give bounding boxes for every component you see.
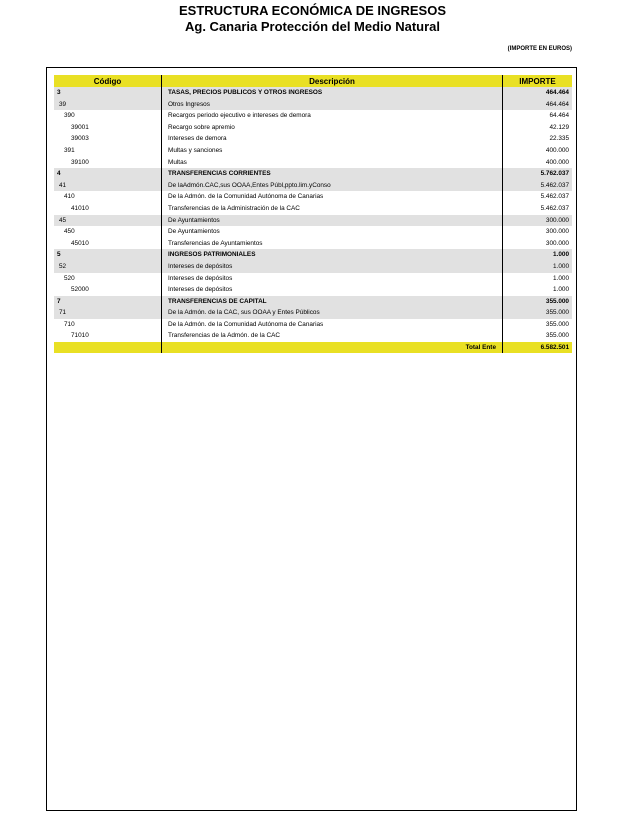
table-row: [54, 226, 572, 238]
description-cell: Multas y sanciones: [162, 145, 503, 157]
description-cell: Intereses de depósitos: [162, 273, 503, 285]
table-row: [54, 99, 572, 111]
code-cell: 71: [54, 307, 162, 319]
description-cell: De la Admón. de la Comunidad Autónoma de Canarias: [162, 191, 503, 203]
total-label: Total Ente: [162, 342, 503, 353]
amount-cell: 5.462.037: [540, 204, 569, 212]
description-cell: Transferencias de la Administración de la CAC: [162, 203, 503, 215]
code-cell: 410: [54, 191, 162, 203]
table-header: [54, 75, 572, 87]
income-table: [54, 75, 572, 353]
amount-cell: 464.464: [545, 100, 569, 108]
code-cell: 3: [54, 87, 162, 99]
code-cell: 450: [54, 226, 162, 238]
table-row: [54, 203, 572, 215]
code-cell: 4: [54, 168, 162, 180]
table-row: [54, 215, 572, 227]
table-row: [54, 168, 572, 180]
amount-cell: 400.000: [545, 158, 569, 166]
code-cell: 39: [54, 99, 162, 111]
column-header-amount: IMPORTE: [519, 76, 556, 86]
description-cell: INGRESOS PATRIMONIALES: [162, 249, 503, 261]
amount-cell: 355.000: [545, 332, 569, 340]
code-cell: 710: [54, 319, 162, 331]
table-row: [54, 191, 572, 203]
total-amount: 6.582.501: [540, 344, 569, 352]
amount-cell: 464.464: [545, 89, 569, 96]
code-cell: 45010: [54, 238, 162, 250]
table-row: [54, 330, 572, 342]
table-row: [54, 238, 572, 250]
table-row: [54, 284, 572, 296]
code-cell: 39100: [54, 157, 162, 169]
table-total-row: [54, 342, 572, 353]
amount-cell: 300.000: [545, 239, 569, 247]
table-row: [54, 273, 572, 285]
amount-cell: 5.462.037: [540, 193, 569, 201]
code-cell: 52000: [54, 284, 162, 296]
amount-cell: 355.000: [545, 309, 569, 317]
table-row: [54, 133, 572, 145]
description-cell: De Ayuntamientos: [162, 215, 503, 227]
code-cell: 39001: [54, 122, 162, 134]
unit-note: (IMPORTE EN EUROS): [507, 46, 572, 52]
column-header-description: Descripción: [162, 75, 503, 87]
table-row: [54, 249, 572, 261]
table-row: [54, 122, 572, 134]
code-cell: 41: [54, 180, 162, 192]
code-cell: 39003: [54, 133, 162, 145]
code-cell: 520: [54, 273, 162, 285]
amount-cell: 400.000: [545, 146, 569, 154]
code-cell: 391: [54, 145, 162, 157]
description-cell: Otros Ingresos: [162, 99, 503, 111]
column-header-code: Código: [54, 75, 162, 87]
table-row: [54, 319, 572, 331]
description-cell: Transferencias de la Admón. de la CAC: [162, 330, 503, 342]
code-cell: 390: [54, 110, 162, 122]
table-row: [54, 307, 572, 319]
description-cell: Transferencias de Ayuntamientos: [162, 238, 503, 250]
amount-cell: 1.000: [553, 286, 569, 294]
amount-cell: 22.335: [549, 135, 569, 143]
description-cell: TASAS, PRECIOS PUBLICOS Y OTROS INGRESOS: [162, 87, 503, 99]
description-cell: TRANSFERENCIAS CORRIENTES: [162, 168, 503, 180]
description-cell: De laAdmón.CAC,sus OOAA,Entes Públ,ppto.lim.yConso: [162, 180, 503, 192]
amount-cell: 300.000: [545, 228, 569, 236]
code-cell: 71010: [54, 330, 162, 342]
total-code-cell: [54, 342, 162, 353]
table-body: [54, 87, 572, 342]
table-row: [54, 180, 572, 192]
amount-cell: 64.464: [549, 112, 569, 120]
table-row: [54, 261, 572, 273]
page-title: ESTRUCTURA ECONÓMICA DE INGRESOS: [179, 3, 446, 18]
table-row: [54, 296, 572, 308]
table-row: [54, 110, 572, 122]
description-cell: Intereses de depósitos: [162, 261, 503, 273]
amount-cell: 5.762.037: [540, 170, 569, 178]
amount-cell: 1.000: [553, 251, 569, 259]
description-cell: De Ayuntamientos: [162, 226, 503, 238]
description-cell: Recargos periodo ejecutivo e intereses de demora: [162, 110, 503, 122]
code-cell: 5: [54, 249, 162, 261]
description-cell: De la Admón. de la Comunidad Autónoma de Canarias: [162, 319, 503, 331]
description-cell: Intereses de demora: [162, 133, 503, 145]
table-row: [54, 145, 572, 157]
description-cell: Multas: [162, 157, 503, 169]
description-cell: TRANSFERENCIAS DE CAPITAL: [162, 296, 503, 308]
amount-cell: 1.000: [553, 262, 569, 270]
amount-cell: 1.000: [553, 274, 569, 282]
code-cell: 45: [54, 215, 162, 227]
code-cell: 7: [54, 296, 162, 308]
table-row: [54, 157, 572, 169]
amount-cell: 355.000: [545, 297, 569, 305]
amount-cell: 5.462.037: [540, 181, 569, 189]
table-row: [54, 87, 572, 99]
page-subtitle: Ag. Canaria Protección del Medio Natural: [185, 19, 440, 34]
amount-cell: 42.129: [549, 123, 569, 131]
amount-cell: 300.000: [545, 216, 569, 224]
code-cell: 41010: [54, 203, 162, 215]
amount-cell: 355.000: [545, 320, 569, 328]
code-cell: 52: [54, 261, 162, 273]
description-cell: Recargo sobre apremio: [162, 122, 503, 134]
description-cell: Intereses de depósitos: [162, 284, 503, 296]
description-cell: De la Admón. de la CAC, sus OOAA y Entes Públicos: [162, 307, 503, 319]
